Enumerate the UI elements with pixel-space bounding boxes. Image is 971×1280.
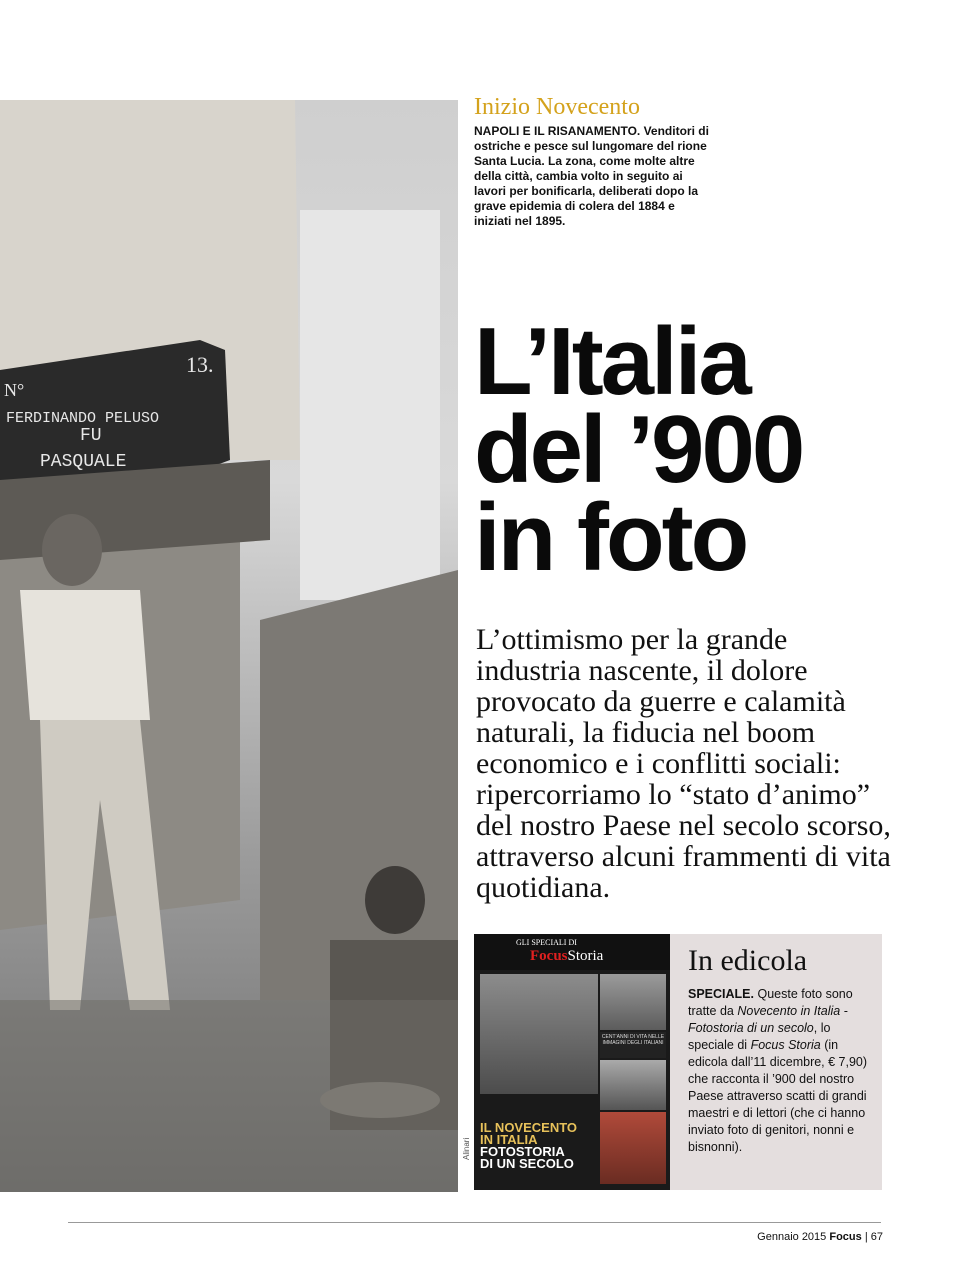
box-text-lead: SPECIALE. — [688, 987, 754, 1001]
cover-side-caption: CENT’ANNI DI VITA NELLE IMMAGINI DEGLI ITALIANI — [601, 1034, 665, 1046]
cover-logo-focus: Focus — [530, 948, 568, 964]
sign-line-2: FU — [80, 426, 102, 446]
cover-title-2: IN ITALIA — [480, 1132, 538, 1147]
box-text — [688, 986, 872, 1156]
sign-line-3: PASQUALE — [40, 452, 127, 472]
photo-credit: Alinari — [462, 1137, 471, 1160]
page-footer: Gennaio 2015 Focus | 67 — [757, 1231, 883, 1243]
box-text-2: , lo speciale di — [688, 1021, 831, 1052]
cover-photo-1 — [600, 974, 666, 1030]
cover-title — [480, 1122, 600, 1170]
cover-side-caption-box — [600, 1032, 666, 1058]
intro-paragraph: L’ottimismo per la grande industria nascente, il dolore provocato da guerre e calamità naturali, la fiducia nel boom economico e i conflitti sociali: ripercorriamo lo “stato d’animo” del nostro Paese nel secolo scorso, attraverso alcuni frammenti di vita quotidiana. — [476, 623, 891, 904]
page-headline — [474, 308, 954, 591]
headline-line-2: del ’900 — [474, 396, 803, 503]
sign-line-1: FERDINANDO PELUSO — [6, 410, 160, 427]
man-shirt — [20, 590, 150, 720]
photo-illustration — [0, 100, 458, 1192]
cover-logo-storia: Storia — [567, 948, 604, 964]
box-text-3: (in edicola dall’11 dicembre, € 7,90) che racconta il ’900 del nostro Paese attraverso scatti di grandi maestri e di lettori (che ci hanno inviato foto di genitori, nonni e bisnonni). — [688, 1038, 868, 1154]
box-text-italic-1: Novecento in Italia - Fotostoria di un secolo — [688, 1004, 848, 1035]
cover-logo — [530, 948, 603, 965]
cover-series: GLI SPECIALI DI — [516, 938, 577, 947]
headline-line-1: L’Italia — [474, 308, 749, 415]
footer-month: Gennaio 2015 — [757, 1231, 827, 1243]
cover-photo-main — [480, 974, 598, 1094]
cover-title-4: DI UN SECOLO — [480, 1156, 574, 1171]
caption-text: NAPOLI E IL RISANAMENTO. Venditori di ostriche e pesce sul lungomare del rione Santa Lucia. La zona, come molte altre della città, cambia volto in seguito ai lavori per bonificarla, deliberati dopo la grave epidemia di colera del 1884 e iniziati nel 1895. — [474, 124, 709, 228]
page-number: 67 — [870, 1231, 883, 1243]
sign-number: 13. — [186, 352, 214, 377]
cover-title-1: IL NOVECENTO — [480, 1120, 578, 1135]
box-text-1: Queste foto sono tratte da — [688, 987, 853, 1018]
caption-title: Inizio Novecento — [474, 94, 640, 120]
boy-head — [365, 866, 425, 934]
sign-no: N° — [4, 380, 25, 400]
footer-brand: Focus — [829, 1231, 862, 1243]
box-title: In edicola — [688, 944, 808, 977]
footer-rule — [68, 1222, 881, 1223]
main-photo — [0, 100, 458, 1192]
box-text-italic-2: Focus Storia — [750, 1038, 821, 1052]
cover-photo-2 — [600, 1060, 666, 1110]
cover-photo-3 — [600, 1112, 666, 1184]
man-head — [42, 514, 102, 586]
magazine-cover — [474, 934, 670, 1190]
cover-title-3: FOTOSTORIA — [480, 1144, 565, 1159]
headline-line-3: in foto — [474, 484, 747, 591]
